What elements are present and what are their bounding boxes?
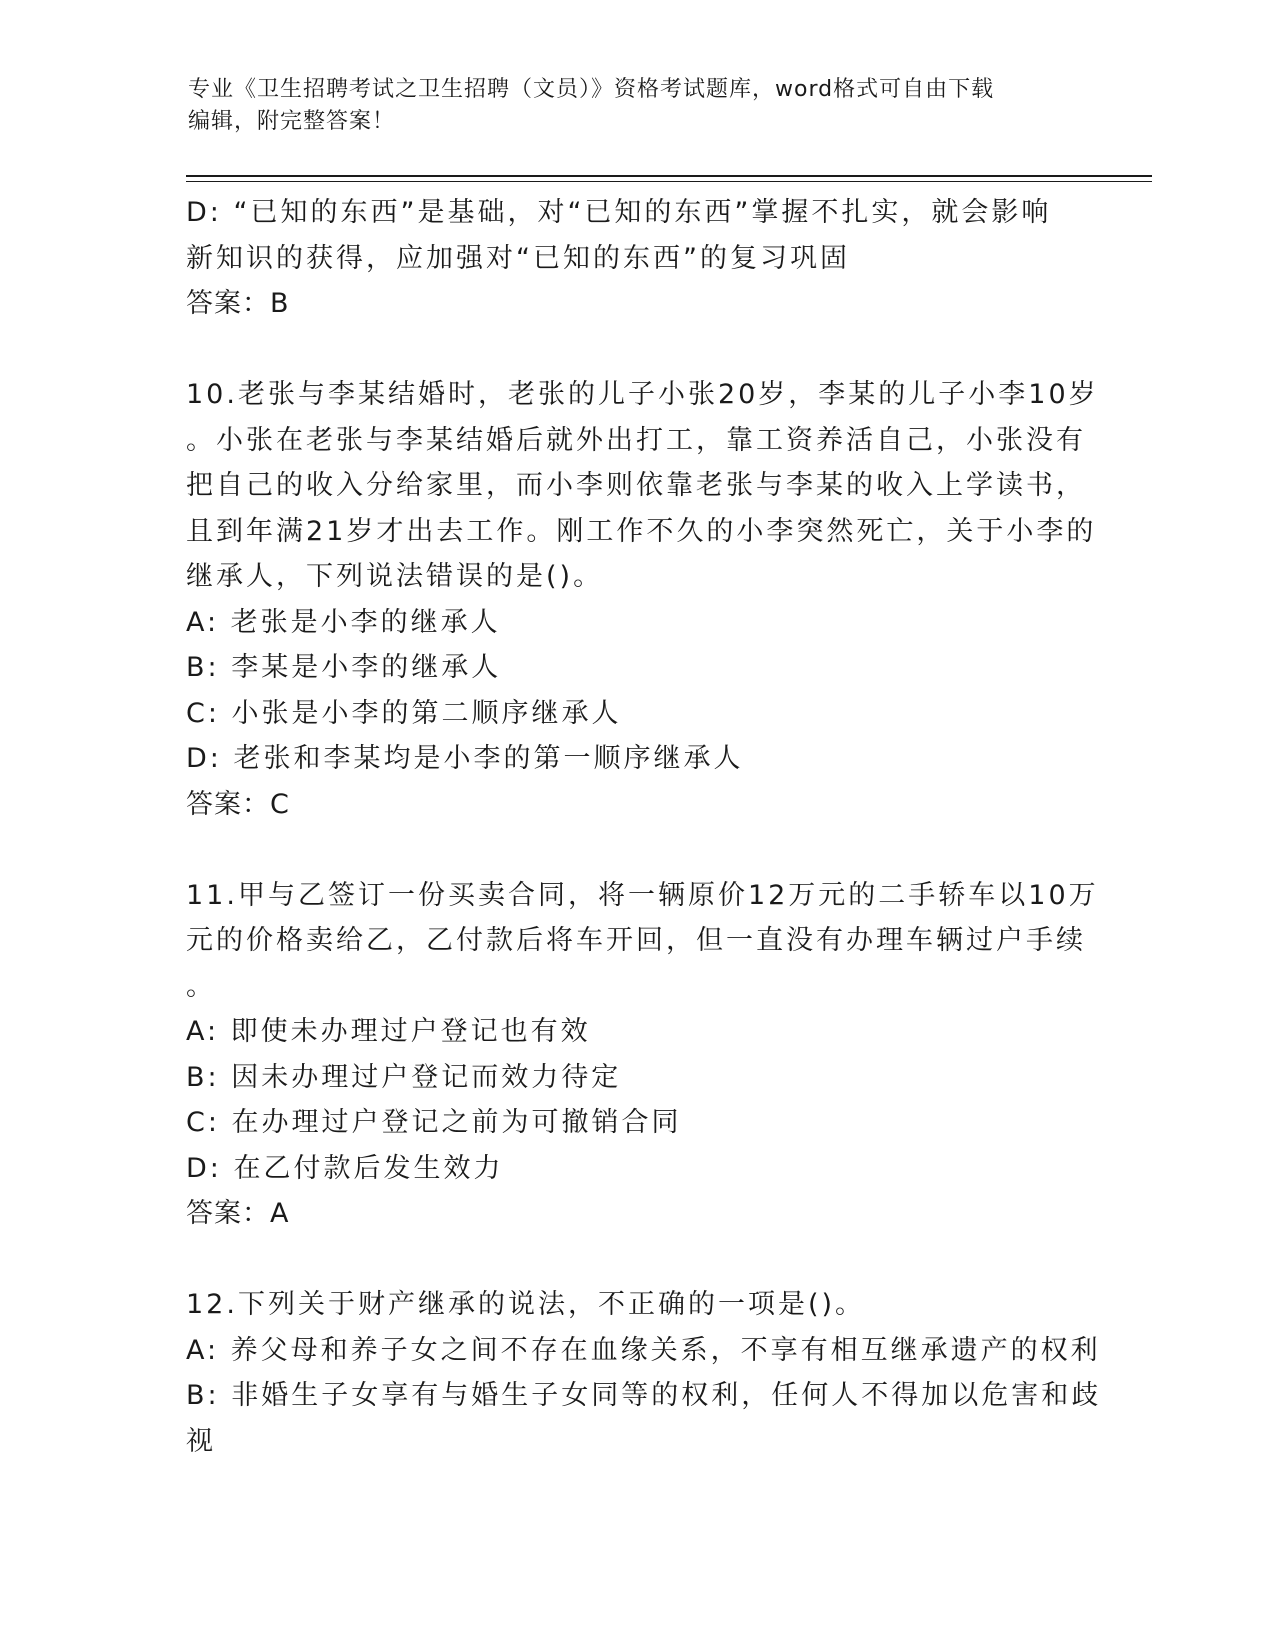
answer-line: 答案：A bbox=[186, 1198, 290, 1229]
option-d: D: 在乙付款后发生效力 bbox=[186, 1152, 504, 1184]
header-divider-thin bbox=[186, 181, 1152, 182]
option-c: C: 在办理过户登记之前为可撤销合同 bbox=[186, 1107, 682, 1138]
question-10 bbox=[186, 372, 1099, 827]
question-11 bbox=[186, 873, 1099, 1237]
option-b-continuation: 视 bbox=[186, 1425, 216, 1457]
question-stem-line: 11.甲与乙签订一份买卖合同，将一辆原价12万元的二手轿车以10万 bbox=[186, 879, 1099, 911]
question-stem-line: 12.下列关于财产继承的说法，不正确的一项是()。 bbox=[186, 1289, 866, 1320]
option-a: A: 即使未办理过户登记也有效 bbox=[186, 1016, 591, 1047]
question-stem-line: 元的价格卖给乙，乙付款后将车开回，但一直没有办理车辆过户手续 bbox=[186, 925, 1086, 956]
option-c: C: 小张是小李的第二顺序继承人 bbox=[186, 697, 622, 729]
question-stem-line: 且到年满21岁才出去工作。刚工作不久的小李突然死亡，关于小李的 bbox=[186, 515, 1097, 547]
question-stem-line: 继承人，下列说法错误的是()。 bbox=[186, 561, 604, 592]
page-header bbox=[188, 74, 1068, 138]
option-b: B: 李某是小李的继承人 bbox=[186, 652, 502, 683]
question-stem-line: 把自己的收入分给家里，而小李则依靠老张与李某的收入上学读书， bbox=[186, 470, 1086, 501]
option-a: A: 老张是小李的继承人 bbox=[186, 606, 501, 638]
header-divider-thick bbox=[186, 175, 1152, 177]
question-12 bbox=[186, 1282, 1102, 1464]
option-a: A: 养父母和养子女之间不存在血缘关系，不享有相互继承遗产的权利 bbox=[186, 1334, 1101, 1366]
option-line: 新知识的获得，应加强对“已知的东西”的复习巩固 bbox=[186, 242, 850, 274]
spacer bbox=[186, 327, 1086, 373]
question-stem-line: 10.老张与李某结婚时，老张的儿子小张20岁，李某的儿子小李10岁 bbox=[186, 379, 1099, 410]
header-line: 编辑，附完整答案！ bbox=[188, 109, 396, 134]
option-b: B: 因未办理过户登记而效力待定 bbox=[186, 1061, 622, 1093]
answer-line: 答案：B bbox=[186, 288, 290, 319]
spacer bbox=[186, 1237, 1086, 1283]
option-b: B: 非婚生子女享有与婚生子女同等的权利，任何人不得加以危害和歧 bbox=[186, 1380, 1102, 1411]
question-content bbox=[186, 190, 1102, 1464]
option-line: D: “已知的东西”是基础，对“已知的东西”掌握不扎实，就会影响 bbox=[186, 197, 1052, 228]
question-stem-line: 。小张在老张与李某结婚后就外出打工，靠工资养活自己，小张没有 bbox=[186, 424, 1086, 456]
answer-line: 答案：C bbox=[186, 788, 290, 820]
spacer bbox=[186, 827, 1086, 873]
option-d: D: 老张和李某均是小李的第一顺序继承人 bbox=[186, 743, 744, 774]
header-line: 专业《卫生招聘考试之卫生招聘（文员）》资格考试题库，word格式可自由下载 bbox=[188, 77, 995, 102]
question-stem-line: 。 bbox=[186, 970, 216, 1002]
previous-question-tail bbox=[186, 190, 1086, 327]
